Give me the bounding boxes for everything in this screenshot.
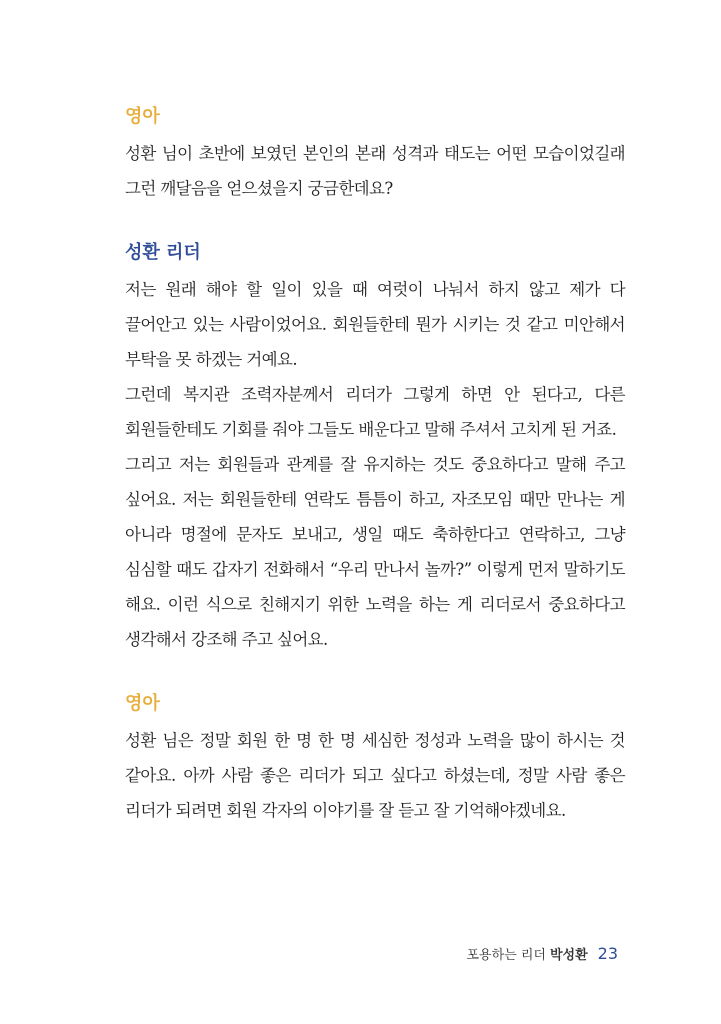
speaker-name: 성환 리더 <box>125 242 201 263</box>
dialogue-paragraph: 그런데 복지관 조력자분께서 리더가 그렇게 하면 안 된다고, 다른 회원들한테도 기회를 줘야 그들도 배운다고 말해 주셔서 고치게 된 거죠. <box>125 385 625 439</box>
dialogue-paragraph: 성환 님은 정말 회원 한 명 한 명 세심한 정성과 노력을 많이 하시는 것 같아요. 아까 사람 좋은 리더가 되고 싶다고 하셨는데, 정말 사람 좋은 리더가 되려면 회원 각자의 이야기를 잘 듣고 잘 기억해야겠네요. <box>125 731 625 820</box>
dialogue-block-3 <box>125 691 625 828</box>
footer-book-title: 포용하는 리더 <box>466 948 546 963</box>
page-number: 23 <box>597 944 618 963</box>
dialogue-paragraph: 저는 원래 해야 할 일이 있을 때 여럿이 나눠서 하지 않고 제가 다 끌어안고 있는 사람이었어요. 회원들한테 뭔가 시키는 것 같고 미안해서 부탁을 못 하겠는 거예요. <box>125 280 625 369</box>
dialogue-paragraph: 성환 님이 초반에 보였던 본인의 본래 성격과 태도는 어떤 모습이었길래 그런 깨달음을 얻으셨을지 궁금한데요? <box>125 144 625 198</box>
page-footer <box>466 944 618 963</box>
footer-author: 박성환 <box>549 948 588 963</box>
dialogue-block-1 <box>125 104 625 206</box>
speaker-name: 영아 <box>125 693 160 714</box>
dialogue-block-2 <box>125 240 625 657</box>
interview-content <box>125 104 625 862</box>
dialogue-paragraph: 그리고 저는 회원들과 관계를 잘 유지하는 것도 중요하다고 말해 주고 싶어요. 저는 회원들한테 연락도 틈틈이 하고, 자조모임 때만 만나는 게 아니라 명절에 문자도 보내고, 생일 때도 축하한다고 연락하고, 그냥 심심할 때도 갑자기 전화해서 “우리 만나서 놀까?” 이렇게 먼저 말하기도 해요. 이런 식으로 친해지기 위한 노력을 하는 게 리더로서 중요하다고 생각해서 강조해 주고 싶어요. <box>125 455 625 649</box>
speaker-name: 영아 <box>125 106 160 127</box>
